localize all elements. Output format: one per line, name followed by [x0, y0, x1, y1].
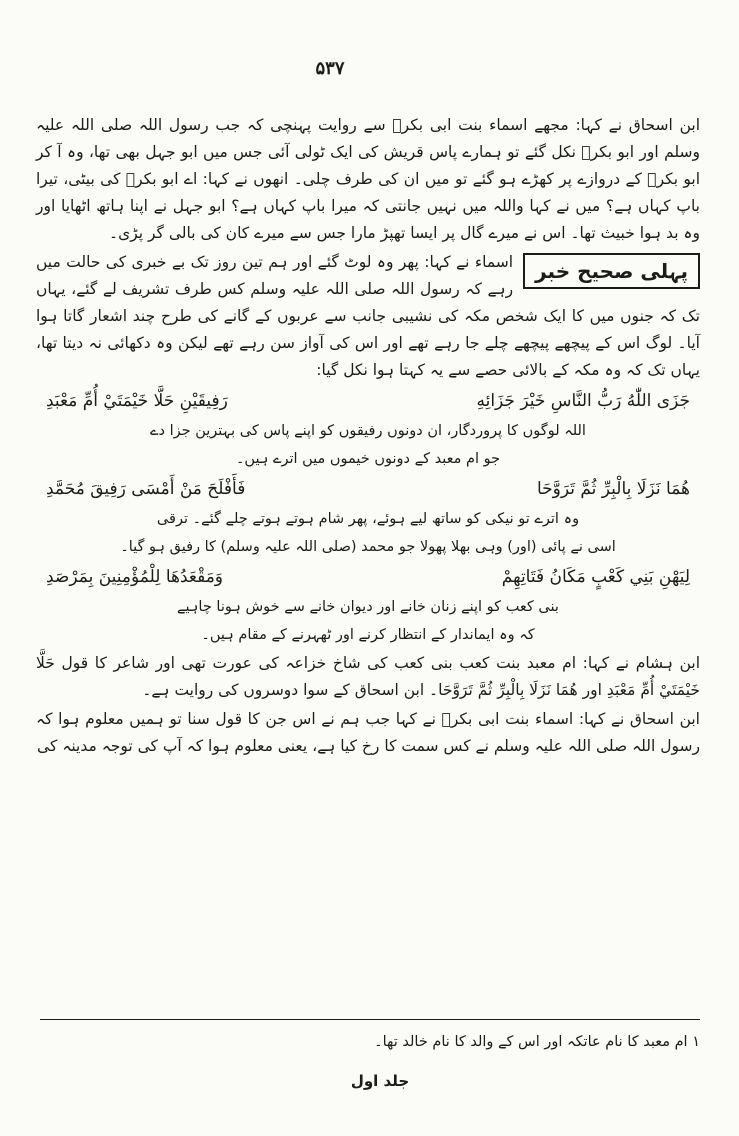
volume-label: جلد اول [350, 1072, 410, 1090]
verse-3-left: وَمَقْعَدُهَا لِلْمُؤْمِنِينَ بِمَرْصَدِ [46, 567, 224, 587]
translation-3a: بنی کعب کو اپنے زنان خانے اور دیوان خانے سے خوش ہونا چاہیے [177, 599, 559, 615]
verse-1-right: جَزَى اللّٰهُ رَبُّ النَّاسِ خَيْرَ جَزَائِهِ [476, 391, 690, 411]
verse-1 [36, 386, 700, 416]
paragraph-2-text: اسماء نے کہا: پھر وہ لوٹ گئے اور ہم تین روز تک بے خبری کی حالت میں رہے کہ رسول اللہ صلی اللہ علیہ وسلم کس طرف تشریف لے گئے، یہاں تک کہ جنوں میں کا ایک شخص مکہ کی نشیبی جانب سے عربوں کے گانے کی طرح چند اشعار گاتا ہوا آیا۔ لوگ اس کے پیچھے پیچھے چلے جا رہے تھے اور اس کی آواز سن رہے تھے لیکن وہ دکھائی نہ دیتا تھا، یہاں تک کہ وہ مکہ کے بالائی حصے سے یہ کہتا ہوا نکل گیا: [36, 253, 700, 379]
section-heading: پہلی صحیح خبر [523, 253, 700, 289]
translation-3b: کہ وہ ایماندار کے انتظار کرنے اور ٹھہرنے کے مقام ہیں۔ [201, 627, 535, 643]
paragraph-1: ابن اسحاق نے کہا: مجھے اسماء بنت ابی بکرؓ سے روایت پہنچی کہ جب رسول اللہ صلی اللہ علیہ وسلم اور ابو بکرؓ نکل گئے تو ہمارے پاس قریش کی ایک ٹولی آئی جس میں ابو جہل بھی تھا، وہ آ کر ابو بکرؓ کے دروازے پر کھڑے ہو گئے تو میں ان کی طرف چلی۔ انھوں نے کہا: اے ابو بکرؓ کی بیٹی، تیرا باپ کہاں ہے؟ میں نے کہا واللہ میں نہیں جانتی کہ میرا باپ کہاں ہے؟ ابو جہل نے اپنا ہاتھ اٹھایا اور وہ بد ہوا خبیث تھا۔ اس نے میرے گال پر ایسا تھپڑ مارا جس سے میرے کان کی بالی گر پڑی۔ [36, 116, 700, 242]
page-number: ۵۳۷ [315, 58, 345, 79]
paragraph-4: ابن اسحاق نے کہا: اسماء بنت ابی بکرؓ نے کہا جب ہم نے اس جن کا قول سنا تو ہمیں معلوم ہوا کہ رسول اللہ صلی اللہ علیہ وسلم نے کس سمت کا رخ کیا ہے، یعنی معلوم ہوا کہ آپ کی توجہ مدینہ کی [36, 710, 700, 755]
translation-2b: اسی نے پائی (اور) وہی بھلا پھولا جو محمد (صلی اللہ علیہ وسلم) کا رفیق ہو گیا۔ [120, 539, 616, 555]
verse-1-left: رَفِيقَيْنِ حَلَّا خَيْمَتَيْ أُمِّ مَعْبَدِ [46, 391, 228, 411]
verse-2-left: فَأَفْلَحَ مَنْ أَمْسَى رَفِيقَ مُحَمَّدِ [46, 479, 246, 499]
translation-2: وہ اترے تو نیکی کو ساتھ لیے ہوئے، پھر شام ہوتے ہوتے چلے گئے۔ ترقی [156, 511, 580, 527]
footnote-divider [40, 1019, 700, 1020]
footnote: ۱ ام معبد کا نام عاتکہ اور اس کے والد کا نام خالد تھا۔ [374, 1034, 700, 1050]
translation-1b: جو ام معبد کے دونوں خیموں میں اترے ہیں۔ [235, 451, 501, 467]
paragraph-3: ابن ہشام نے کہا: ام معبد بنت کعب بنی کعب کی شاخ خزاعہ کی عورت تھی اور شاعر کا قول حَلَّا خَيْمَتَيْ أُمِّ مَعْبَدِ اور هُمَا نَزَلَا بِالْبِرِّ ثُمَّ تَرَوَّحَا۔ ابن اسحاق کے سوا دوسروں کی روایت ہے۔ [36, 654, 700, 699]
verse-3 [36, 562, 700, 592]
verse-2-right: هُمَا نَزَلَا بِالْبِرِّ ثُمَّ تَرَوَّحَا [536, 479, 690, 499]
translation-1a: اللہ لوگوں کا پروردگار، ان دونوں رفیقوں کو اپنے پاس کی بہترین جزا دے [150, 423, 586, 439]
main-text [36, 112, 700, 762]
verse-2 [36, 474, 700, 504]
paragraph-2 [36, 249, 700, 384]
verse-3-right: لِيَهْنِ بَنِي كَعْبٍ مَكَانُ فَتَاتِهِمْ [501, 567, 690, 587]
